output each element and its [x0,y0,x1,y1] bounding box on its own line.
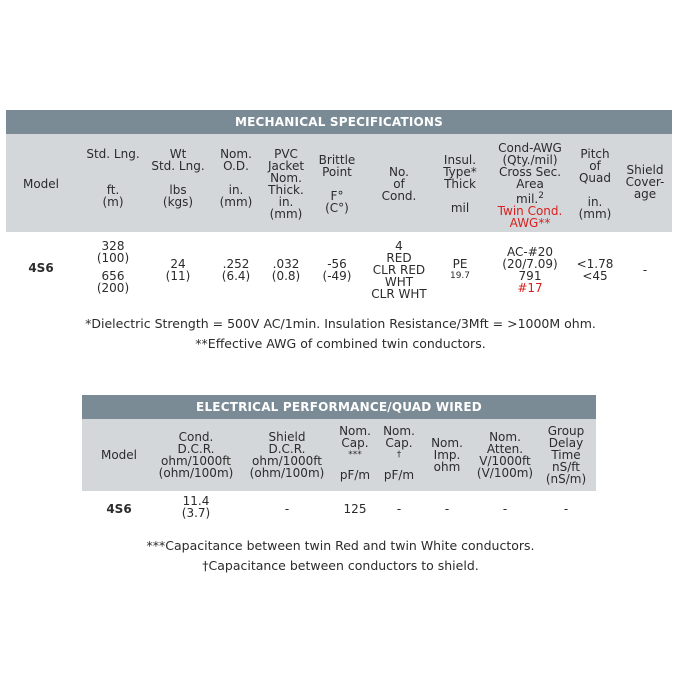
text-mech-headers-awg_red-1: AWG** [509,216,551,230]
col-weight [146,148,210,208]
cell-pitch-of-quad [572,258,618,282]
text-mech-row-awg-1: (20/7.09) [502,257,558,271]
text-mech-row-std_lng-3: 656 [101,269,125,283]
text-elec-headers-imp-2: ohm [433,460,461,474]
text-mech-row-pvc-1: (0.8) [271,269,301,283]
text-mech-headers-awg-1: (Qty./mil) [502,153,558,167]
text-elec-headers-delay-2: Time [551,448,581,462]
text-mech-headers-brittle-1: Point [322,165,352,179]
text-elec-headers-dcr-2: ohm/1000ft [161,454,231,468]
text-elec-headers-imp-0: Nom. [431,436,463,450]
text-mech-row-cond-3: WHT [384,275,414,289]
electrical-data-row [82,491,596,531]
cell-insulation [436,258,484,282]
text-mech-headers-od-3: in. [228,183,244,197]
text-mech-headers-wt-3: lbs [169,183,187,197]
text-mech-headers-od-1: O.D. [223,159,249,173]
text-mech-headers-brittle-4: (C°) [325,201,349,215]
text-mech-headers-pvc-4: in. [278,195,294,209]
text-mech-row-od-1: (6.4) [221,269,251,283]
cell-nom-cap-twin: 125 [343,502,367,516]
effective-awg-note: **Effective AWG of combined twin conductors. [195,336,486,351]
col-brittle-point [312,154,362,214]
text-mech-row-awg_red: #17 [517,281,543,295]
text-mech-headers-brittle-0: Brittle [318,153,356,167]
text-mech-row-std_lng-0: 328 [101,239,125,253]
text-mech-row-insul_thick: 19.7 [449,271,471,281]
text-mech-headers-pvc-1: Jacket [267,159,305,173]
cell-cond-awg [484,246,576,294]
electrical-performance-table [82,395,596,531]
text-elec-headers-cap1-4: pF/m [339,468,371,482]
text-mech-headers-wt-4: (kgs) [162,195,194,209]
cell-nom-atten: - [502,502,508,516]
text-elec-headers-atten-3: (V/100m) [476,466,534,480]
text-mech-headers-awg_red-0: Twin Cond. [497,204,563,218]
text-mech-row-std_lng-4: (200) [96,281,130,295]
text-mech-headers-od-4: (mm) [219,195,253,209]
mechanical-title: MECHANICAL SPECIFICATIONS [6,110,672,134]
text-elec-headers-cap1-2: *** [348,450,362,460]
text-mech-headers-pitch-0: Pitch [580,147,610,161]
text-mech-row-cond-1: RED [386,251,412,265]
mechanical-data-row [6,232,672,304]
col-shield-dcr [244,431,330,479]
text-elec-headers-imp-1: Imp. [433,448,461,462]
text-mech-headers-shield-0: Shield [626,163,664,177]
text-mech-row-brittle-1: (-49) [322,269,352,283]
cell-nom-imp: - [444,502,450,516]
text-mech-headers-pitch-5: (mm) [578,207,612,221]
text-elec-headers-cap2-1: Cap. [385,436,413,450]
text-elec-headers-cap1-1: Cap. [341,436,369,450]
text-mech-headers-awg-4: mil. [516,192,539,206]
text-mech-row-wt-1: (11) [165,269,191,283]
capacitance-twin-note: ***Capacitance between twin Red and twin White conductors. [146,538,535,553]
text-mech-headers-cond-0: No. [389,165,409,179]
text-mech-row-cond-0: 4 [395,239,403,253]
text-mech-headers-std_lng-0: Std. Lng. [86,147,140,161]
cell-shield-dcr: - [284,502,290,516]
text-mech-headers-wt-1: Std. Lng. [151,159,205,173]
text-elec-headers-cap2-4: pF/m [383,468,415,482]
col-pvc-jacket [262,148,310,220]
text-elec-headers-model: Model [100,448,138,462]
col-nom-cap-shield [378,425,420,481]
cell-brittle-point [312,258,362,282]
text-mech-row-od-0: .252 [222,257,250,271]
text-mech-row-insul: PE [452,257,468,271]
text-mech-headers-model: Model [22,177,60,191]
text-elec-headers-sdcr-1: D.C.R. [268,442,306,456]
cell-weight [146,258,210,282]
cell-pvc-jacket [262,258,310,282]
col-pitch-of-quad [572,148,618,220]
cell-group-delay: - [563,502,569,516]
text-mech-headers-awg-2: Cross Sec. [498,165,562,179]
text-mech-headers-wt-0: Wt [169,147,187,161]
row-model: 4S6 [28,261,54,275]
text-elec-headers-sdcr-3: (ohm/100m) [249,466,325,480]
electrical-title: ELECTRICAL PERFORMANCE/QUAD WIRED [82,395,596,419]
text-mech-headers-awg-3: Area [516,177,544,191]
col-std-lng [74,148,152,208]
text-elec-headers-atten-2: V/1000ft [479,454,531,468]
dielectric-note: *Dielectric Strength = 500V AC/1min. Insulation Resistance/3Mft = >1000M ohm. [85,316,596,331]
mechanical-header [6,134,672,232]
col-od [212,148,260,208]
text-mech-headers-pvc-2: Nom. [270,171,302,185]
col-no-of-cond [368,166,430,202]
electrical-header [82,419,596,491]
text-elec-headers-atten-0: Nom. [489,430,521,444]
col-nom-imp [422,437,472,473]
text-mech-headers-pitch-2: Quad [578,171,612,185]
text-elec-headers-delay-4: (nS/m) [545,472,587,486]
text-elec-headers-cap2-2: † [396,450,402,460]
cell-std-lng [74,240,152,294]
text-elec-headers-delay-3: nS/ft [552,460,580,474]
text-elec-headers-dcr-1: D.C.R. [177,442,215,456]
text-elec-headers-cap1-0: Nom. [339,424,371,438]
col-nom-cap-twin [334,425,376,481]
text-mech-row-brittle-0: -56 [327,257,347,271]
col-insulation [436,154,484,214]
cell-shield-coverage: - [642,263,648,277]
text-mech-row-cond-4: CLR WHT [371,287,427,301]
text-mech-headers-pitch-4: in. [587,195,603,209]
text-mech-headers-brittle-3: F° [330,189,344,203]
text-elec-headers-dcr-3: (ohm/100m) [158,466,234,480]
text-mech-row-pitch-0: <1.78 [576,257,614,271]
text-elec-headers-delay-0: Group [547,424,585,438]
text-mech-headers-pvc-5: (mm) [269,207,303,221]
text-mech-row-std_lng-1: (100) [96,251,130,265]
text-mech-headers-shield-2: age [633,187,657,201]
text-elec-headers-sdcr-0: Shield [268,430,306,444]
col-shield-coverage [620,164,670,200]
col-model [86,449,152,461]
cell-nom-cap-shield: - [396,502,402,516]
text-mech-headers-insul-2: Thick [444,177,476,191]
text-mech-headers-pvc-3: Thick. [268,183,304,197]
text-mech-row-wt-0: 24 [170,257,186,271]
text-elec-headers-dcr-0: Cond. [178,430,214,444]
text-mech-row-awg-0: AC-#20 [506,245,554,259]
text-mech-row-awg-2: 791 [518,269,542,283]
text-mech-headers-insul-0: Insul. [443,153,477,167]
text-elec-headers-atten-1: Atten. [486,442,524,456]
text-mech-row-cond-2: CLR RED [372,263,426,277]
cell-no-of-cond [368,240,430,300]
text-elec-headers-cap2-0: Nom. [383,424,415,438]
col-model [12,178,70,190]
capacitance-shield-note: †Capacitance between conductors to shield. [202,558,479,573]
text-elec-row-dcr-0: 11.4 [182,494,210,508]
text-mech-headers-cond-2: Cond. [381,189,417,203]
text-mech-row-pvc-0: .032 [272,257,300,271]
text-mech-headers-shield-1: Cover- [625,175,665,189]
text-elec-headers-delay-1: Delay [548,436,584,450]
text-elec-row-dcr-1: (3.7) [181,506,211,520]
text-mech-headers-od-0: Nom. [220,147,252,161]
row-model: 4S6 [106,502,132,516]
text-mech-headers-insul-1: Type* [443,165,477,179]
cell-od [212,258,260,282]
col-group-delay [538,425,594,485]
text-mech-headers-std_lng-3: ft. [106,183,120,197]
text-mech-row-pitch-1: <45 [582,269,608,283]
mechanical-specifications-table [6,110,672,304]
text-mech-headers-insul-4: mil [450,201,470,215]
text-mech-headers-awg-0: Cond-AWG [498,141,562,155]
col-nom-atten [474,431,536,479]
col-cond-dcr [154,431,238,479]
text-elec-headers-sdcr-2: ohm/1000ft [252,454,322,468]
text-mech-headers-pitch-1: of [589,159,601,173]
col-cond-awg [484,142,576,229]
text-mech-headers-pvc-0: PVC [274,147,298,161]
text-mech-headers-awg_sup: 2 [538,191,544,201]
text-mech-headers-cond-1: of [393,177,405,191]
text-mech-headers-std_lng-4: (m) [102,195,124,209]
cell-cond-dcr [154,495,238,519]
